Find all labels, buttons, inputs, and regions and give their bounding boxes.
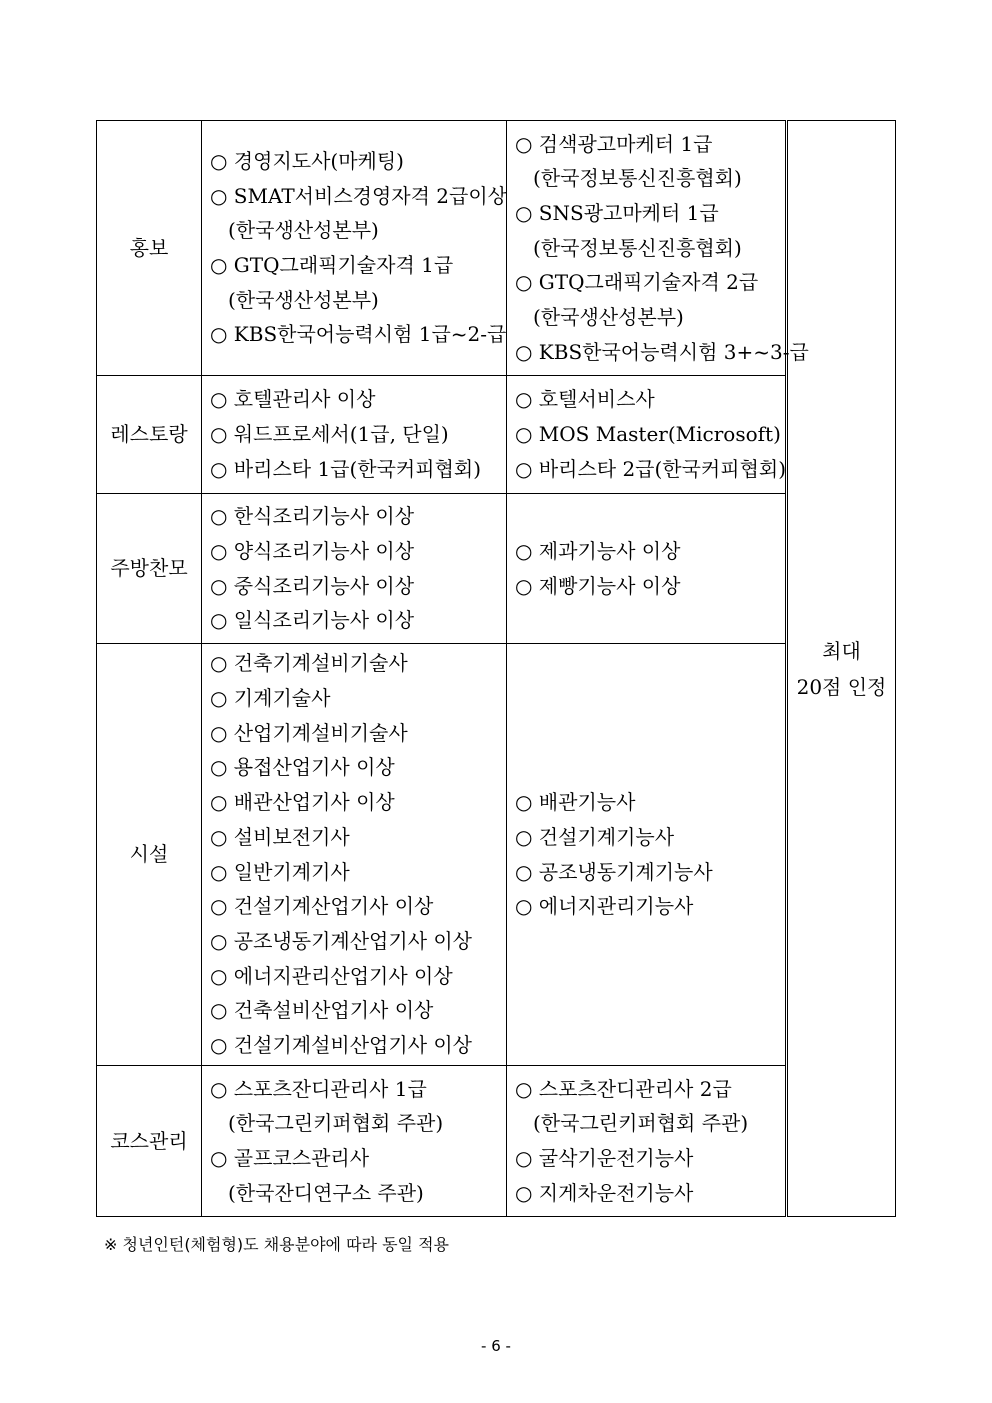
field-name-cell: 레스토랑 xyxy=(97,376,202,494)
cert-item: ○ MOS Master(Microsoft) xyxy=(515,422,781,447)
right-cert-list xyxy=(507,376,787,494)
cert-item: ○ 배관기능사 xyxy=(515,790,636,815)
cert-item: ○ 배관산업기사 이상 xyxy=(210,790,395,815)
score-cell xyxy=(787,121,896,1217)
cert-item: ○ 건설기계설비산업기사 이상 xyxy=(210,1033,473,1058)
left-cert-list xyxy=(202,376,507,494)
cert-item: ○ 호텔서비스사 xyxy=(515,387,655,412)
cert-item: ○ 호텔관리사 이상 xyxy=(210,387,376,412)
cert-item-issuer: (한국생산성본부) xyxy=(228,218,379,243)
right-cert-list xyxy=(507,494,787,644)
cert-item: ○ 양식조리기능사 이상 xyxy=(210,538,415,563)
cert-item: ○ 굴삭기운전기능사 xyxy=(515,1146,694,1170)
cert-item: ○ 스포츠잔디관리사 1급 xyxy=(210,1076,427,1101)
cert-item: ○ SNS광고마케터 1급 xyxy=(515,200,719,225)
cert-item-issuer: (한국생산성본부) xyxy=(533,305,684,330)
certificate-table xyxy=(96,120,896,1217)
cert-item: ○ 공조냉동기계산업기사 이상 xyxy=(210,928,473,953)
right-cert-list xyxy=(507,1066,787,1217)
left-cert-list xyxy=(202,121,507,376)
cert-item: ○ 검색광고마케터 1급 xyxy=(515,131,713,156)
right-cert-list xyxy=(507,644,787,1066)
cert-item: ○ 일식조리기능사 이상 xyxy=(210,608,415,633)
cert-item: ○ SMAT서비스경영자격 2급이상 xyxy=(210,183,507,208)
left-cert-list xyxy=(202,494,507,644)
cert-item: ○ 제과기능사 이상 xyxy=(515,538,681,563)
cert-item: ○ GTQ그래픽기술자격 1급 xyxy=(210,253,454,277)
cert-item-issuer: (한국생산성본부) xyxy=(228,287,379,312)
table-row-restaurant xyxy=(97,376,896,494)
cert-item: ○ 공조냉동기계기능사 xyxy=(515,859,713,884)
field-name-cell: 홍보 xyxy=(97,121,202,376)
right-cert-list xyxy=(507,121,809,376)
table-row-course-management xyxy=(97,1066,896,1217)
cert-item: ○ 일반기계기사 xyxy=(210,859,350,884)
cert-item: ○ 스포츠잔디관리사 2급 xyxy=(515,1076,732,1101)
cert-item: ○ 용접산업기사 이상 xyxy=(210,755,395,780)
cert-item: ○ 건축기계설비기술사 xyxy=(210,651,408,676)
cert-item: ○ 건축설비산업기사 이상 xyxy=(210,998,434,1023)
table-row-facilities xyxy=(97,644,896,1066)
cert-item: ○ 설비보전기사 xyxy=(210,824,350,849)
cert-item: ○ 중식조리기능사 이상 xyxy=(210,573,415,598)
cert-item: ○ KBS한국어능력시험 3+~3-급 xyxy=(515,339,809,364)
score-line-1: 최대 xyxy=(822,638,861,663)
cert-item: ○ 에너지관리산업기사 이상 xyxy=(210,963,453,988)
cert-item: ○ 지게차운전기능사 xyxy=(515,1180,694,1205)
certificate-table-body xyxy=(97,121,896,1217)
table-row-kitchen xyxy=(97,494,896,644)
table-row-promotion xyxy=(97,121,896,376)
cert-item-issuer: (한국정보통신진흥협회) xyxy=(533,235,742,260)
left-cert-list xyxy=(202,1066,507,1217)
cert-item: ○ 에너지관리기능사 xyxy=(515,894,694,919)
cert-item: ○ 기계기술사 xyxy=(210,685,331,710)
cert-item-issuer: (한국정보통신진흥협회) xyxy=(533,166,742,191)
field-name-cell: 시설 xyxy=(97,644,202,1066)
cert-item: ○ 워드프로세서(1급, 단일) xyxy=(210,422,449,447)
field-name-cell: 주방찬모 xyxy=(97,494,202,644)
cert-item: ○ 산업기계설비기술사 xyxy=(210,720,408,745)
cert-item: ○ 건설기계기능사 xyxy=(515,824,675,849)
cert-item-issuer: (한국그린키퍼협회 주관) xyxy=(533,1111,749,1136)
score-line-2: 20점 인정 xyxy=(796,674,887,699)
cert-item: ○ KBS한국어능력시험 1급~2-급 xyxy=(210,322,507,347)
cert-item: ○ 건설기계산업기사 이상 xyxy=(210,894,434,919)
cert-item: ○ 제빵기능사 이상 xyxy=(515,573,681,598)
field-name-cell: 코스관리 xyxy=(97,1066,202,1217)
cert-item: ○ GTQ그래픽기술자격 2급 xyxy=(515,270,759,295)
footnote: ※ 청년인턴(체험형)도 채용분야에 따라 동일 적용 xyxy=(104,1235,449,1254)
cert-item-issuer: (한국잔디연구소 주관) xyxy=(228,1180,424,1205)
left-cert-list xyxy=(202,644,507,1066)
cert-item: ○ 바리스타 1급(한국커피협회) xyxy=(210,456,482,481)
page-number: - 6 - xyxy=(481,1337,511,1355)
cert-item: ○ 골프코스관리사 xyxy=(210,1146,370,1170)
cert-item-issuer: (한국그린키퍼협회 주관) xyxy=(228,1111,444,1136)
cert-item: ○ 바리스타 2급(한국커피협회) xyxy=(515,456,787,481)
cert-item: ○ 한식조리기능사 이상 xyxy=(210,504,415,529)
cert-item: ○ 경영지도사(마케팅) xyxy=(210,148,404,173)
